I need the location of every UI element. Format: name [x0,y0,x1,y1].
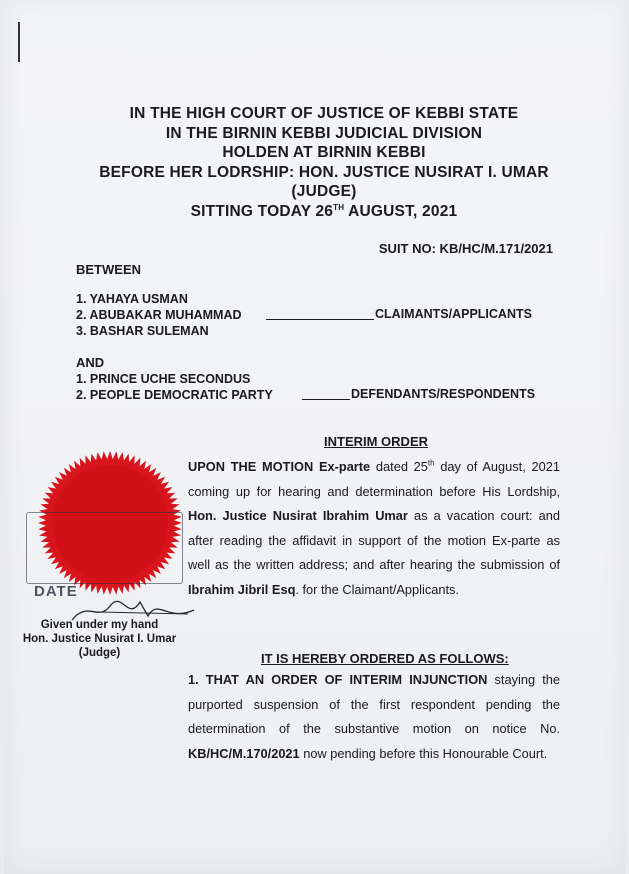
order-1-lead: 1. THAT AN ORDER OF INTERIM INJUNCTION [188,672,488,687]
claimant-3: 3. BASHAR SULEMAN [76,324,209,338]
claimants-role: CLAIMANTS/APPLICANTS [375,307,532,321]
defendants-rule [302,399,350,400]
para-text-3: as a vacation court: and after reading the affidavit in support of the motion Ex-parte as well as the written address; and after hearing the submission of [188,508,560,572]
para-text-2: day of August, 2021 coming up for hearing and determination before His Lordship, [188,459,560,499]
order-item-1 [188,668,560,766]
sitting-suffix: AUGUST, 2021 [344,202,458,220]
heading-line-3: HOLDEN AT BIRNIN KEBBI [222,144,426,161]
para-sup: th [427,458,435,468]
judge-name: Hon. Justice Nusirat Ibrahim Umar [188,508,408,523]
counsel-name: Ibrahim Jibril Esq [188,581,296,597]
suit-number: SUIT NO: KB/HC/M.171/2021 [378,241,553,256]
order-1-text-2: now pending before this Honourable Court. [299,745,548,761]
order-paragraph [188,455,560,602]
heading-line-1: IN THE HIGH COURT OF JUSTICE OF KEBBI STATE [129,105,519,122]
claimant-1: 1. YAHAYA USMAN [76,292,188,306]
order-1-ref: KB/HC/M.170/2021 [188,745,300,761]
ordered-title: IT IS HEREBY ORDERED AS FOLLOWS: [261,651,509,666]
sitting-prefix: SITTING TODAY 26 [190,202,334,220]
signatory-title: (Judge) [78,647,121,659]
court-heading [44,104,604,221]
signatory-name: Hon. Justice Nusirat I. Umar [22,633,177,645]
interim-order-title: INTERIM ORDER [324,434,428,449]
defendants-list [76,371,273,403]
date-stamp [26,512,183,584]
and-label: AND [76,355,105,370]
document-page [4,0,625,874]
defendants-role: DEFENDANTS/RESPONDENTS [351,387,536,401]
heading-line-5: (JUDGE) [291,183,357,200]
claimants-list [76,291,242,339]
claimant-2: 2. ABUBAKAR MUHAMMAD [76,308,242,322]
heading-line-4: BEFORE HER LODRSHIP: HON. JUSTICE NUSIRAT I. UMAR [99,163,549,181]
sitting-sup: TH [333,202,345,212]
defendant-1: 1. PRINCE UCHE SECONDUS [76,372,251,386]
stamp-date-label: DATE [34,583,78,600]
signature-block [12,618,187,660]
para-text-1: dated 25 [370,459,428,474]
para-text-4: . for the Claimant/Applicants. [295,581,459,597]
motion-lead: UPON THE MOTION Ex-parte [188,459,371,474]
heading-line-2: IN THE BIRNIN KEBBI JUDICIAL DIVISION [165,124,483,142]
given-under-hand: Given under my hand [40,619,159,631]
between-label: BETWEEN [76,262,141,277]
margin-mark [18,22,20,62]
claimants-rule [266,319,374,320]
defendant-2: 2. PEOPLE DEMOCRATIC PARTY [76,388,273,402]
sitting-date [44,202,604,222]
order-1-text-1: staying the purported suspension of the first respondent pending the determination of the substantive motion on notice No. [188,672,560,736]
